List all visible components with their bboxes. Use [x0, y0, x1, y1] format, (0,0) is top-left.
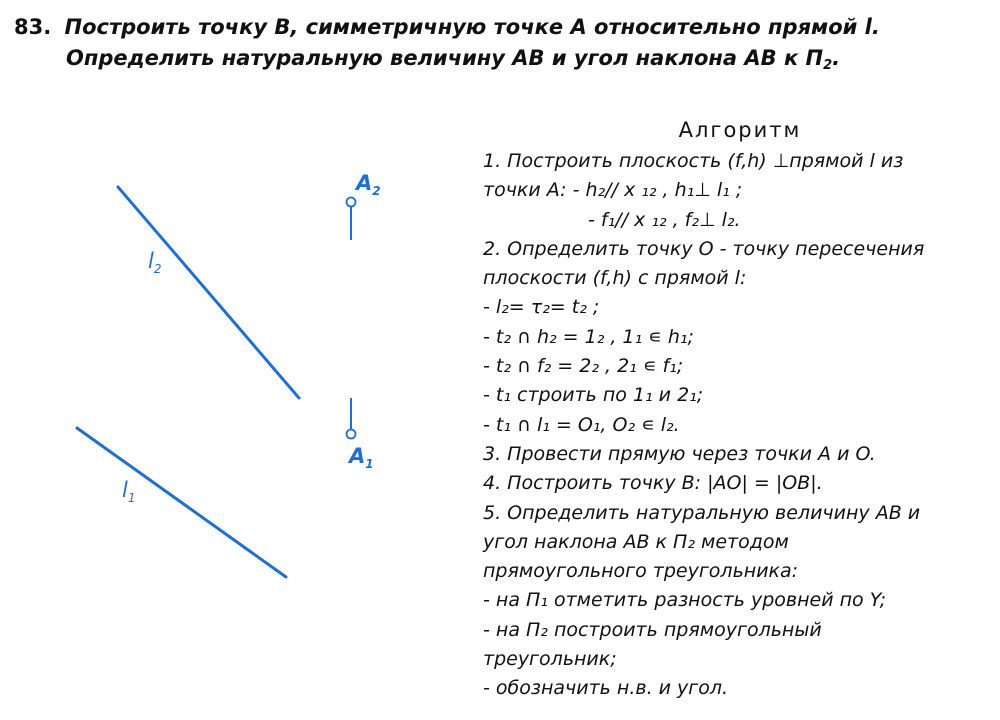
label-a2: $A_2$: [356, 171, 381, 198]
algorithm-line: - t₂ ∩ f₂ = 2₂ , 2₁ ∊ f₁;: [483, 355, 684, 378]
line-l1: [77, 428, 286, 577]
algorithm-line: треугольник;: [483, 648, 617, 671]
algorithm-title: Алгоритм: [678, 118, 802, 142]
algorithm-line: - l₂= τ₂= t₂ ;: [483, 296, 600, 319]
problem-statement: [14, 12, 984, 81]
point-a1: [347, 430, 356, 439]
algorithm-line: - t₂ ∩ h₂ = 1₂ , 1₁ ∊ h₁;: [483, 325, 694, 348]
algorithm-line: - на П₁ отметить разность уровней по Y;: [483, 589, 887, 612]
algorithm-line: - f₁// x ₁₂ , f₂⊥ l₂.: [588, 208, 741, 231]
label-l1: $l_1$: [122, 478, 136, 505]
problem-line-2: [14, 43, 984, 81]
problem-line-2-text: Определить натуральную величину AB и угол наклона AB к П: [66, 46, 824, 70]
algorithm-line: угол наклона AB к П₂ методом: [483, 530, 789, 553]
problem-line-1: Построить точку B, симметричную точке A относительно прямой l.: [64, 15, 880, 39]
projection-drawing: [0, 110, 440, 590]
algorithm-line: 2. Определить точку O - точку пересечения: [483, 237, 925, 260]
point-a2: [347, 198, 356, 207]
algorithm-line: - t₁ строить по 1₁ и 2₁;: [483, 384, 704, 407]
algorithm-line: 5. Определить натуральную величину AB и: [483, 501, 921, 524]
algorithm-line: - на П₂ построить прямоугольный: [483, 618, 822, 641]
label-l2: $l_2$: [148, 249, 162, 276]
algorithm-line: 4. Построить точку B: |AO| = |OB|.: [483, 472, 823, 495]
algorithm-line: точки A: - h₂// x ₁₂ , h₁⊥ l₁ ;: [483, 179, 743, 202]
algorithm-line: плоскости (f,h) с прямой l:: [483, 267, 747, 290]
problem-line-2-end: .: [832, 46, 841, 70]
algorithm-line: прямоугольного треугольника:: [483, 560, 799, 583]
algorithm-line: - обозначить н.в. и угол.: [483, 677, 729, 700]
problem-line-2-sub: 2: [823, 58, 833, 73]
line-l2: [118, 187, 299, 398]
algorithm-line: 3. Провести прямую через точки A и O.: [483, 442, 876, 465]
algorithm-line: 1. Построить плоскость (f,h) ⊥прямой l из: [483, 150, 904, 172]
algorithm-steps: [483, 147, 993, 704]
problem-number: 83.: [14, 15, 52, 39]
label-a1: $A_1$: [349, 444, 374, 471]
algorithm-line: - t₁ ∩ l₁ = O₁, O₂ ∊ l₂.: [483, 413, 680, 436]
